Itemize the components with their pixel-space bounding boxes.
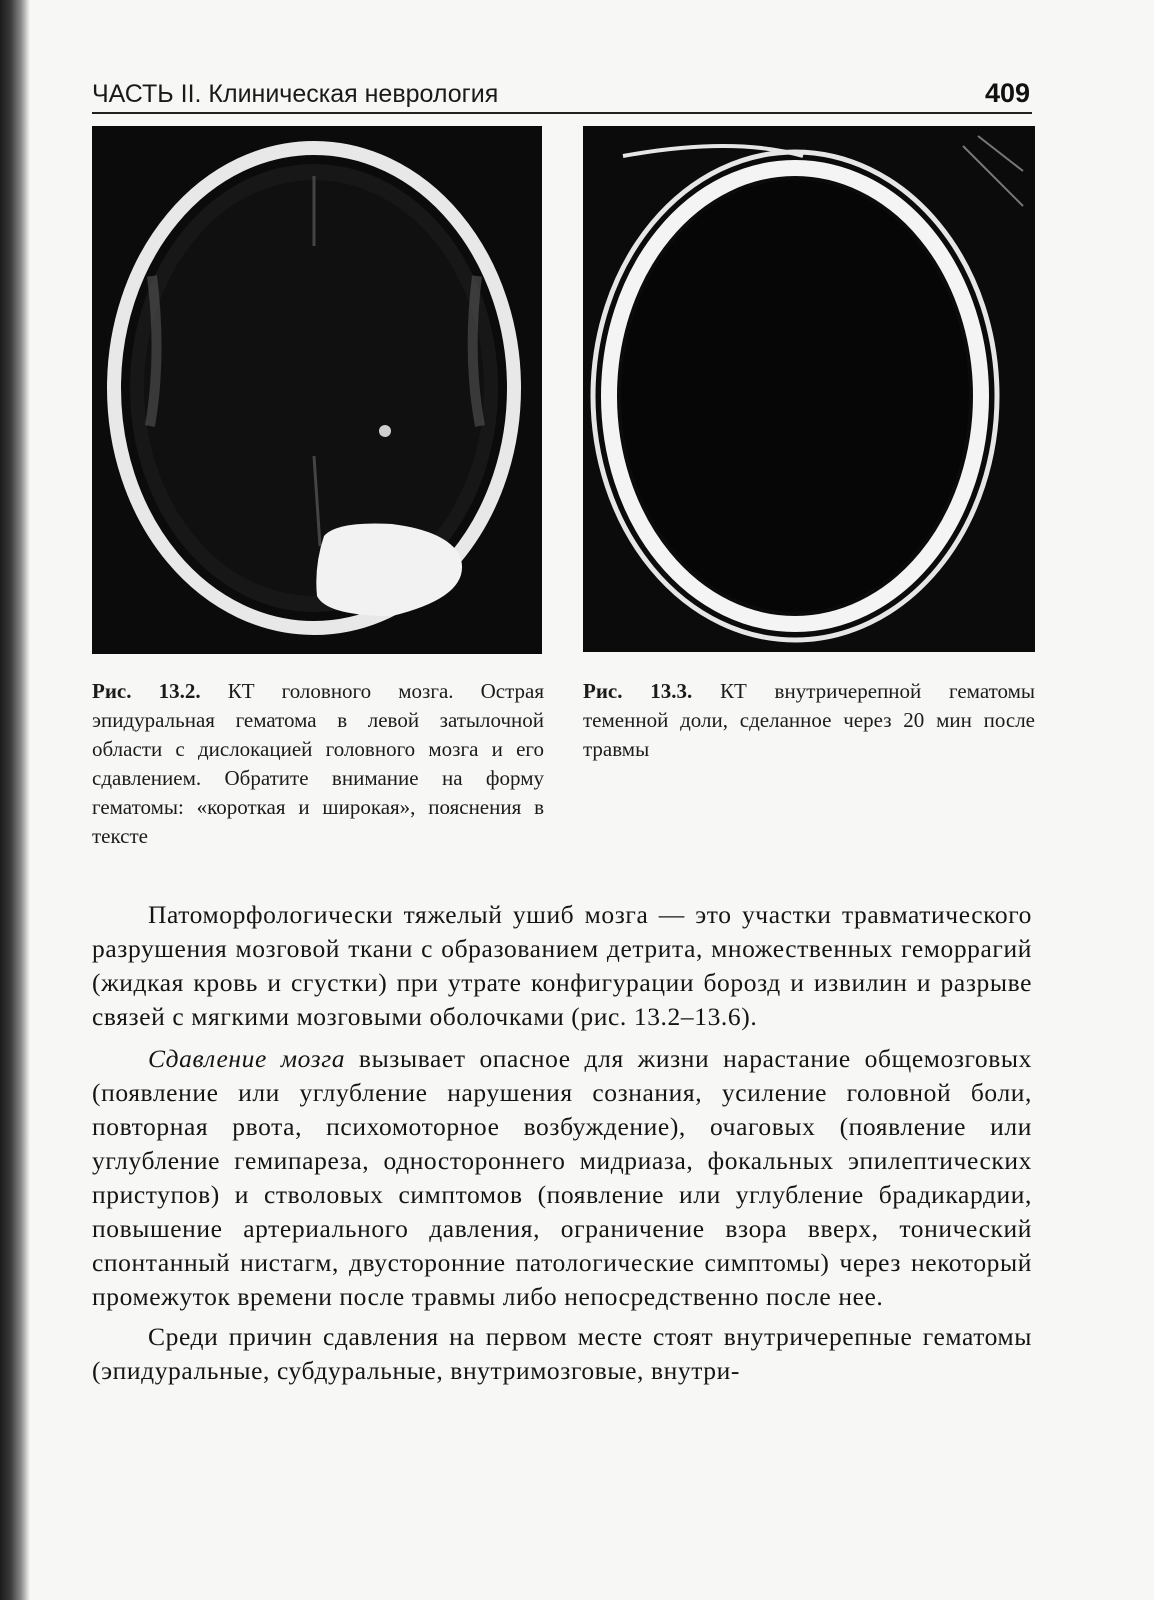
body-text [92, 898, 1032, 1396]
figure-ct-intracranial-hematoma [583, 126, 1035, 652]
figure-caption-text: КТ головного мозга. Острая эпидуральная гематома в левой затылочной области с дислокацией головного мозга и его сдавлением. Обратите внимание на форму гематомы: «короткая и широкая», пояснения в тексте [92, 679, 544, 848]
page-binding-shadow [0, 0, 30, 1600]
figure-label: Рис. 13.3. [583, 679, 693, 703]
paragraph-contusion: Патоморфологически тяжелый ушиб мозга — это участки травматического разрушения мозговой ткани с образованием детрита, множественных геморрагий (жидкая кровь и сгустки) при утрате конфигурации борозд и извилин и разрыве связей с мягкими мозговыми оболочками (рис. 13.2–13.6). [92, 900, 1032, 1031]
figure-caption-text: КТ внутричерепной гематомы теменной доли, сделанное через 20 мин после травмы [583, 679, 1035, 761]
ct-scan-image-2 [583, 126, 1035, 652]
page-number: 409 [984, 78, 1030, 108]
figure-caption-13-2 [92, 677, 544, 851]
paragraph-compression [92, 1042, 1032, 1314]
figure-label: Рис. 13.2. [92, 679, 201, 703]
running-header [92, 78, 1032, 114]
running-header-title: ЧАСТЬ II. Клиническая неврология [92, 80, 499, 108]
paragraph-compression-text: вызывает опасное для жизни нарастание общемозговых (появление или углубление нарушения сознания, усиление головной боли, повторная рвота, психомоторное возбуждение), очаговых (появление или углубление гемипареза, одностороннего мидриаза, фокальных эпилептических приступов) и стволовых симптомов (появление или углубление брадикардии, повышение артериального давления, ограничение взора вверх, тонический спонтанный нистагм, двусторонние патологические симптомы) через некоторый промежуток времени после травмы либо непосредственно после нее. [92, 1044, 1032, 1311]
figure-caption-13-3 [583, 677, 1035, 764]
paragraph-causes: Среди причин сдавления на первом месте стоят внутричерепные гематомы (эпидуральные, субдуральные, внутримозговые, внутри- [92, 1322, 1032, 1385]
term-compression: Сдавление мозга [148, 1044, 346, 1073]
figure-ct-epidural-hematoma [92, 126, 542, 654]
ct-scan-image-1 [92, 126, 542, 654]
